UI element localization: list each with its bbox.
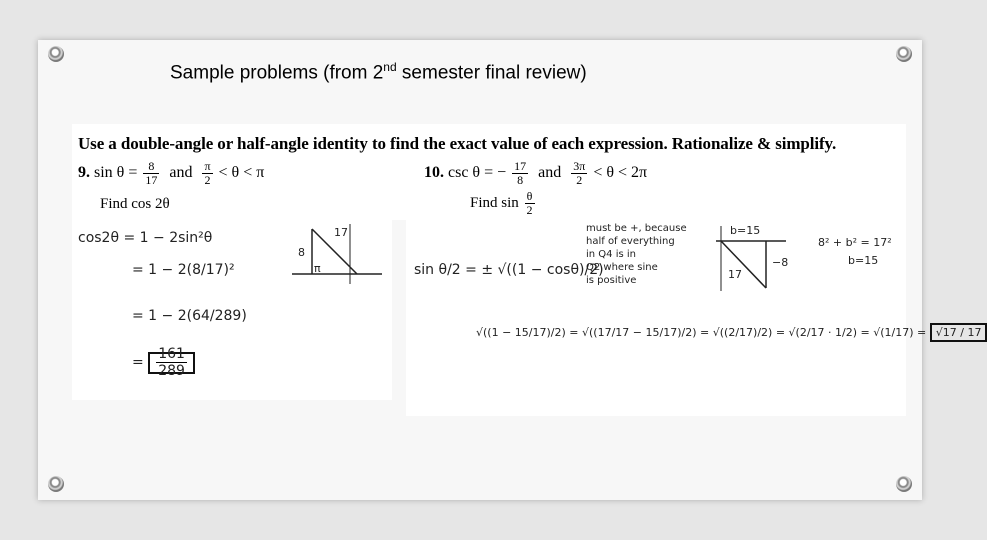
simplification-steps: √((1 − 15/17)/2) = √((17/17 − 15/17)/2) = √((2/17)/2) = √(2/17 · 1/2) = √(1/17) = √17 / 17 — [476, 326, 987, 339]
problem-statement — [72, 124, 906, 220]
half-angle-formula: sin θ/2 = ± √((1 − cosθ)/2) — [414, 262, 604, 278]
boxed-answer: √17 / 17 — [930, 323, 987, 342]
triangle-label: 17 — [728, 268, 742, 281]
boxed-answer: $\frac{161}{289}$ — [148, 352, 195, 374]
instruction-text: Use a double-angle or half-angle identity to find the exact value of each expression. Rationalize & simplify. — [78, 134, 837, 153]
triangle-label: 17 — [334, 226, 348, 239]
work-line: cos2θ = 1 − 2sin²θ — [78, 230, 213, 246]
pushpin-icon — [48, 46, 64, 62]
triangle-label: 8 — [298, 246, 305, 259]
problem-9-find: Find cos 2θ — [100, 196, 170, 212]
problem-9: 9. sin θ = $\frac{8}{17}$ and $\frac{\pi}{2}$ < θ < π — [78, 159, 265, 187]
triangle-label: π — [314, 262, 321, 275]
triangle-label: −8 — [772, 256, 789, 269]
work-line: = 1 − 2(64/289) — [132, 308, 247, 324]
handwritten-work-problem-10 — [406, 220, 982, 416]
work-line: = 1 − 2(8/17)² — [132, 262, 235, 278]
pushpin-icon — [896, 46, 912, 62]
sign-note: must be +, because half of everything in Q4 is in Q2 where sine is positive — [586, 223, 687, 286]
handwritten-work-problem-9 — [72, 220, 392, 400]
problem-10: 10. csc θ = − $\frac{17}{8}$ and $\frac{3\pi}{2}$ < θ < 2π — [424, 159, 648, 187]
triangle-label: b=15 — [730, 224, 761, 237]
slide-title: Sample problems (from 2nd semester final review) — [170, 60, 587, 84]
pushpin-icon — [48, 476, 64, 492]
problem-10-find: Find sin $\frac{\theta}{2}$ — [470, 189, 533, 217]
answer-line: = $\frac{161}{289}$ — [132, 346, 195, 379]
pythagorean-work: 8² + b² = 17² b=15 — [818, 236, 892, 267]
pushpin-icon — [896, 476, 912, 492]
